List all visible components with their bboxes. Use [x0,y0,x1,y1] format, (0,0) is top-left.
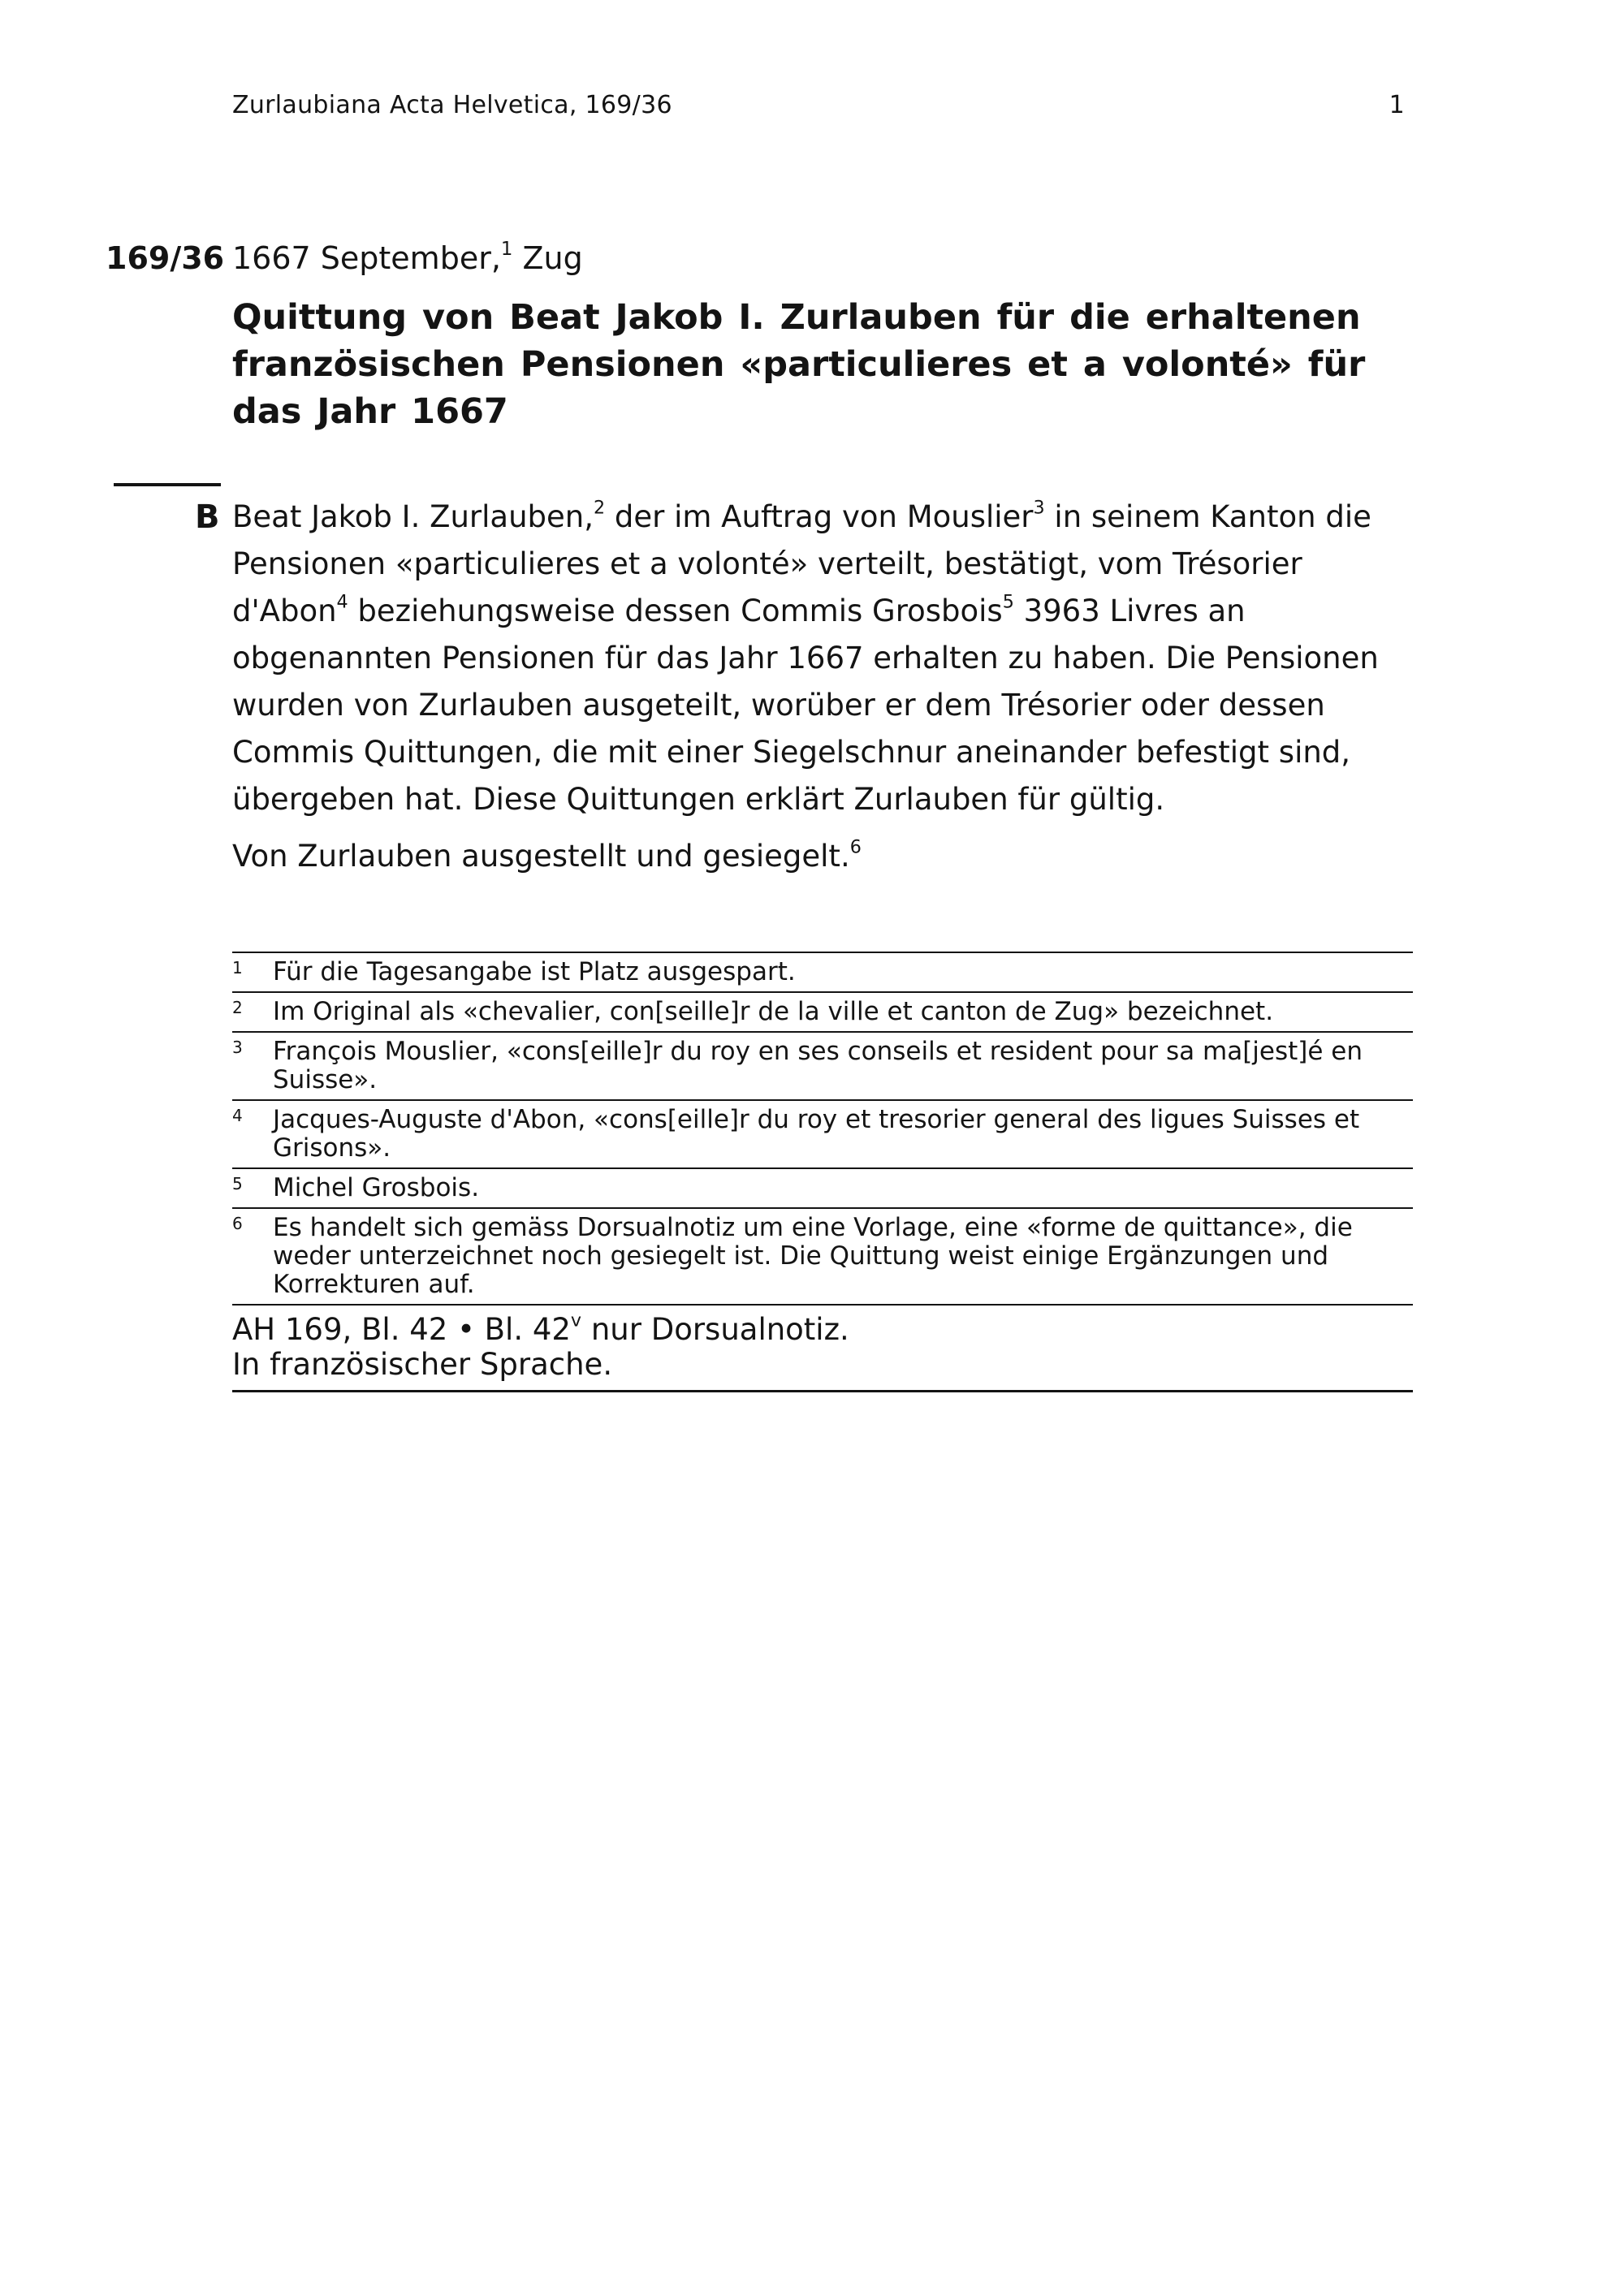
running-head [232,91,1405,119]
footnote [232,1209,1413,1306]
footnote-ref-2[interactable]: 2 [593,497,606,519]
footnote-number: 5 [232,1174,243,1193]
regest-marker: B [195,498,220,536]
source-language: In französischer Sprache. [232,1347,613,1382]
footnote [232,953,1413,993]
footnote-number: 2 [232,998,243,1017]
regest-paragraph: Beat Jakob I. Zurlauben,$^2$ der im Auftrag von Mouslier$^3$ in seinem Kanton die Pensionen «particulieres et a volonté» verteilt, bestätigt, vom Trésorier d'Abon$^4$ beziehungsweise dessen Commis Grosbois$^5$ 3963 Livres an obgenannten Pensionen für das Jahr 1667 erhalten zu haben. Die Pensionen wurden von Zurlauben ausgeteilt, worüber er dem Trésorier oder dessen Commis Quittungen, die mit einer Siegelschnur aneinander befestigt sind, übergeben hat. Diese Quittungen erklärt Zurlauben für gültig. [232,497,1379,817]
footnote-text: Jacques-Auguste d'Abon, «cons[eille]r du roy et tresorier general des ligues Suisses et Grisons». [273,1105,1360,1163]
footnote-text: Für die Tagesangabe ist Platz ausgespart. [273,957,796,986]
footnote-number: 6 [232,1214,243,1233]
footnote-number: 1 [232,958,243,978]
section-rule [114,483,221,486]
footnote [232,1169,1413,1209]
regest [232,494,1410,880]
footnote-text: Michel Grosbois. [273,1173,480,1202]
source-note [232,1306,1413,1392]
footnote [232,1101,1413,1169]
footnote-ref-3[interactable]: 3 [1033,497,1045,519]
footnote [232,993,1413,1033]
document-number: 169/36 [106,240,225,276]
series-title: Zurlaubiana Acta Helvetica, 169/36 [232,91,672,119]
footnote [232,1033,1413,1101]
footnote-ref-6[interactable]: 6 [849,836,862,858]
page-number: 1 [1389,91,1405,119]
place-text: Zug [512,240,583,276]
document-title: Quittung von Beat Jakob I. Zurlauben für die erhaltenen französischen Pensionen «particulieres et a volonté» für das Jahr 1667 [232,297,1366,432]
source-shelfmark: AH 169, Bl. 42 • Bl. 42$^v$ nur Dorsualnotiz. [232,1310,849,1347]
footnote-number: 3 [232,1038,243,1057]
footnote-ref-4[interactable]: 4 [336,591,348,613]
footnote-ref-1[interactable]: 1 [500,238,513,260]
footnotes [232,952,1413,1392]
footnote-text: François Mouslier, «cons[eille]r du roy en ses conseils et resident pour sa ma[jest]é en Suisse». [273,1037,1363,1094]
footnote-number: 4 [232,1106,243,1125]
document-date [232,240,583,276]
footnote-text: Im Original als «chevalier, con[seille]r de la ville et canton de Zug» bezeichnet. [273,997,1274,1026]
regest-sealing-note: Von Zurlauben ausgestellt und gesiegelt.$^6$ [232,836,862,874]
date-text: 1667 September, [232,240,501,276]
footnote-ref-5[interactable]: 5 [1002,591,1014,613]
footnote-text: Es handelt sich gemäss Dorsualnotiz um eine Vorlage, eine «forme de quittance», die weder unterzeichnet noch gesiegelt ist. Die Quittung weist einige Ergänzungen und Korrekturen auf. [273,1213,1353,1299]
